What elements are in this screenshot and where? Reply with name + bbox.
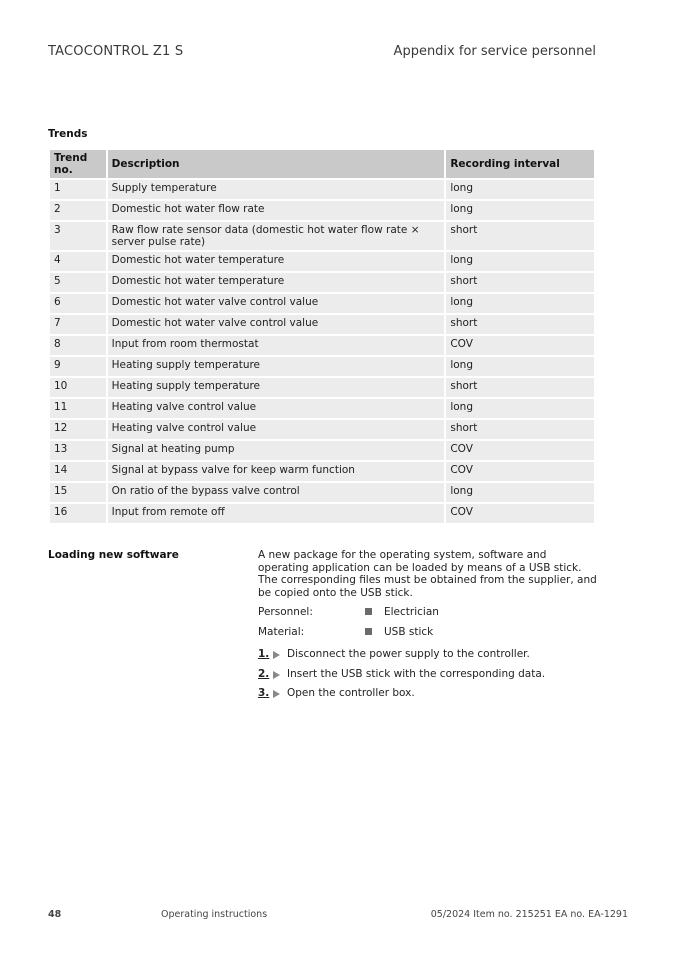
- cell-trend-no: 6: [50, 294, 106, 313]
- cell-description: On ratio of the bypass valve control: [108, 483, 445, 502]
- table-header-row: [50, 150, 594, 178]
- step-arrow-icon: [273, 690, 280, 698]
- material-value: USB stick: [384, 626, 434, 638]
- cell-description: Heating valve control value: [108, 420, 445, 439]
- cell-interval: long: [446, 294, 594, 313]
- cell-interval: long: [446, 483, 594, 502]
- table-row: [50, 441, 594, 460]
- cell-description: Domestic hot water valve control value: [108, 315, 445, 334]
- cell-trend-no: 11: [50, 399, 106, 418]
- table-row: [50, 201, 594, 220]
- cell-interval: long: [446, 180, 594, 199]
- step-number: 1.: [258, 648, 270, 660]
- table-row: [50, 483, 594, 502]
- header-section: Appendix for service personnel: [393, 44, 596, 59]
- cell-description: Signal at heating pump: [108, 441, 445, 460]
- table-row: [50, 462, 594, 481]
- cell-trend-no: 1: [50, 180, 106, 199]
- cell-trend-no: 4: [50, 252, 106, 271]
- cell-trend-no: 16: [50, 504, 106, 523]
- cell-description: Domestic hot water valve control value: [108, 294, 445, 313]
- cell-interval: short: [446, 273, 594, 292]
- step-arrow-icon: [273, 651, 280, 659]
- cell-interval: long: [446, 252, 594, 271]
- bullet-square-icon: [365, 628, 372, 635]
- table-row: [50, 252, 594, 271]
- cell-interval: short: [446, 378, 594, 397]
- cell-interval: COV: [446, 504, 594, 523]
- trends-table: [48, 148, 596, 525]
- step-text: Disconnect the power supply to the controller.: [287, 648, 530, 660]
- trends-title: Trends: [48, 128, 88, 140]
- step-arrow-icon: [273, 671, 280, 679]
- column-header-trend-no: Trend no.: [50, 150, 106, 178]
- material-label: Material:: [258, 626, 305, 638]
- cell-description: Supply temperature: [108, 180, 445, 199]
- cell-trend-no: 3: [50, 222, 106, 250]
- cell-trend-no: 13: [50, 441, 106, 460]
- cell-description: Domestic hot water temperature: [108, 273, 445, 292]
- cell-interval: long: [446, 201, 594, 220]
- cell-interval: long: [446, 399, 594, 418]
- table-row: [50, 336, 594, 355]
- cell-description: Signal at bypass valve for keep warm function: [108, 462, 445, 481]
- table-row: [50, 504, 594, 523]
- cell-trend-no: 7: [50, 315, 106, 334]
- table-row: [50, 399, 594, 418]
- step-text: Insert the USB stick with the corresponding data.: [287, 668, 546, 680]
- footer-reference: 05/2024 Item no. 215251 EA no. EA-1291: [430, 909, 628, 920]
- cell-description: Domestic hot water flow rate: [108, 201, 445, 220]
- cell-interval: COV: [446, 441, 594, 460]
- step-number: 3.: [258, 687, 270, 699]
- loading-title: Loading new software: [48, 549, 179, 561]
- cell-trend-no: 2: [50, 201, 106, 220]
- cell-trend-no: 9: [50, 357, 106, 376]
- cell-interval: COV: [446, 462, 594, 481]
- step-number: 2.: [258, 668, 270, 680]
- cell-description: Input from room thermostat: [108, 336, 445, 355]
- cell-description: Heating supply temperature: [108, 357, 445, 376]
- cell-interval: long: [446, 357, 594, 376]
- cell-trend-no: 8: [50, 336, 106, 355]
- column-header-description: Description: [108, 150, 445, 178]
- cell-interval: short: [446, 420, 594, 439]
- cell-trend-no: 12: [50, 420, 106, 439]
- cell-description: Raw flow rate sensor data (domestic hot water flow rate × server pulse rate): [108, 222, 445, 250]
- loading-body: A new package for the operating system, software and operating application can be loaded by means of a USB stick. The corresponding files must be obtained from the supplier, and be copied onto the USB stick.: [258, 549, 597, 599]
- header-product: TACOCONTROL Z1 S: [48, 44, 184, 59]
- footer-page-number: 48: [48, 909, 62, 920]
- column-header-recording-interval: Recording interval: [446, 150, 594, 178]
- table-row: [50, 420, 594, 439]
- cell-description: Input from remote off: [108, 504, 445, 523]
- table-row: [50, 378, 594, 397]
- bullet-square-icon: [365, 608, 372, 615]
- table-row: [50, 222, 594, 250]
- cell-description: Heating supply temperature: [108, 378, 445, 397]
- table-row: [50, 273, 594, 292]
- cell-description: Heating valve control value: [108, 399, 445, 418]
- cell-trend-no: 10: [50, 378, 106, 397]
- cell-trend-no: 15: [50, 483, 106, 502]
- step-text: Open the controller box.: [287, 687, 415, 699]
- table-row: [50, 315, 594, 334]
- cell-trend-no: 5: [50, 273, 106, 292]
- table-row: [50, 294, 594, 313]
- cell-trend-no: 14: [50, 462, 106, 481]
- footer-document: Operating instructions: [161, 909, 268, 920]
- cell-interval: short: [446, 315, 594, 334]
- personnel-value: Electrician: [384, 606, 439, 618]
- table-row: [50, 180, 594, 199]
- cell-interval: COV: [446, 336, 594, 355]
- cell-interval: short: [446, 222, 594, 250]
- cell-description: Domestic hot water temperature: [108, 252, 445, 271]
- personnel-label: Personnel:: [258, 606, 313, 618]
- table-row: [50, 357, 594, 376]
